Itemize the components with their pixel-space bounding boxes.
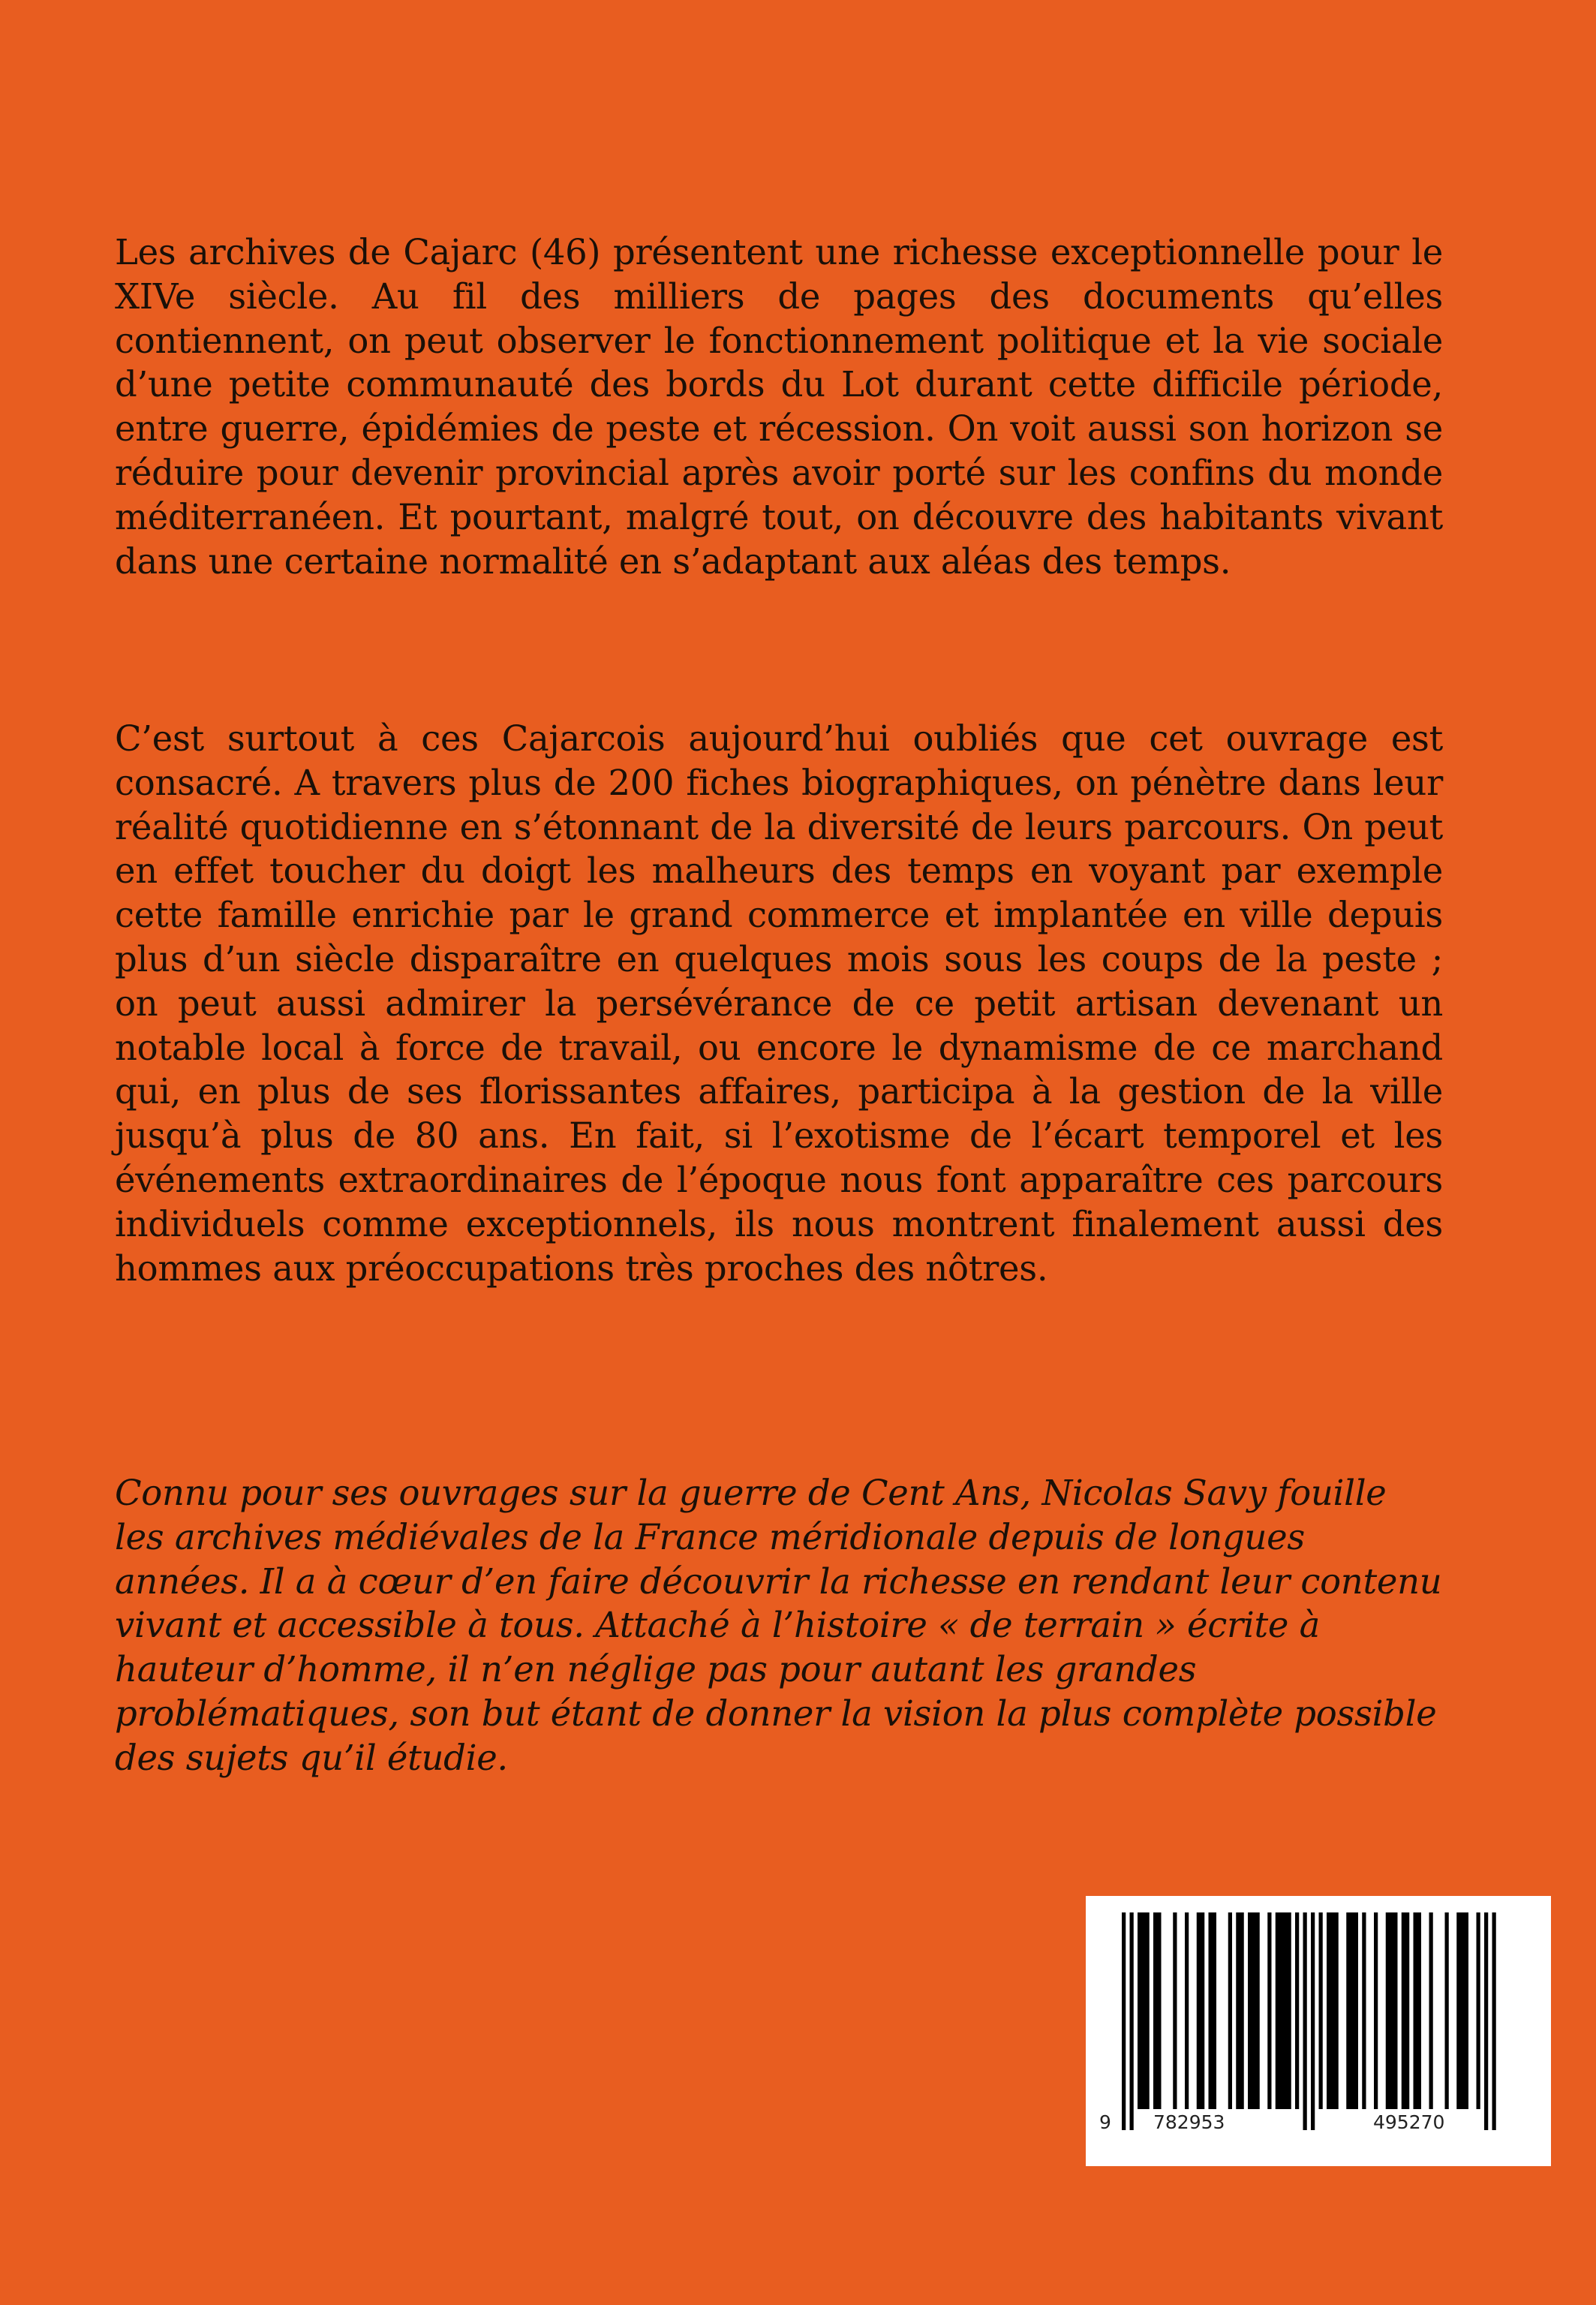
barcode-bar [1267, 1912, 1271, 2109]
barcode-bar [1484, 1912, 1488, 2130]
isbn-barcode [1086, 1896, 1551, 2166]
barcode-bar [1248, 1912, 1260, 2109]
barcode-bar [1185, 1912, 1189, 2109]
barcode-bar [1429, 1912, 1433, 2109]
barcode-bar [1295, 1912, 1299, 2109]
barcode-bar [1209, 1912, 1217, 2109]
barcode-bar [1374, 1912, 1378, 2109]
barcode-bar [1346, 1912, 1358, 2109]
barcode-bar [1362, 1912, 1366, 2109]
barcode-bar [1236, 1912, 1244, 2109]
barcode-bar [1153, 1912, 1162, 2109]
barcode-bar [1386, 1912, 1398, 2109]
barcode-bar [1402, 1912, 1410, 2109]
barcode-bar [1311, 1912, 1315, 2130]
barcode-bar [1492, 1912, 1496, 2130]
barcode-left-digits: 782953 [1153, 2111, 1225, 2133]
barcode-bar [1456, 1912, 1468, 2109]
barcode-bar [1228, 1912, 1232, 2109]
barcode-lead-digit: 9 [1099, 2111, 1111, 2133]
description-paragraph-2: C’est surtout à ces Cajarcois aujourd’hui oubliés que cet ouvrage est consacré. A travers plus de 200 fiches biographiques, on pénètre dans leur réalité quotidienne en s’étonnant de la diversité de leurs parcours. On peut en effet toucher du doigt les malheurs des temps en voyant par exemple cette famille enrichie par le grand commerce et implantée en ville depuis plus d’un siècle disparaître en quelques mois sous les coups de la peste ; on peut aussi admirer la persévérance de ce petit artisan devenant un notable local à force de travail, ou encore le dynamisme de ce marchand qui, en plus de ses florissantes affaires, participa à la gestion de la ville jusqu’à plus de 80 ans. En fait, si l’exotisme de l’écart temporel et les événements extraordinaires de l’époque nous font apparaître ces parcours individuels comme exceptionnels, ils nous montrent finalement aussi des hommes aux préoccupations très proches des nôtres. [115, 718, 1443, 1289]
barcode-bar [1319, 1912, 1323, 2109]
description-paragraph-1: Les archives de Cajarc (46) présentent une richesse exceptionnelle pour le XIVe siècle. Au fil des milliers de pages des documents qu’elles contiennent, on peut observer le fonctionnement politique et la vie sociale d’une petite communauté des bords du Lot durant cette difficile période, entre guerre, épidémies de peste et récession. On voit aussi son horizon se réduire pour devenir provincial après avoir porté sur les confins du monde méditerranéen. Et pourtant, malgré tout, on découvre des habitants vivant dans une certaine normalité en s’adaptant aux aléas des temps. [115, 232, 1443, 582]
barcode-right-digits: 495270 [1373, 2111, 1445, 2133]
author-bio: Connu pour ses ouvrages sur la guerre de Cent Ans, Nicolas Savy fouille les archives médiévales de la France méridionale depuis de longues années. Il a à cœur d’en faire découvrir la richesse en rendant leur contenu vivant et accessible à tous. Attaché à l’histoire « de terrain » écrite à hauteur d’homme, il n’en néglige pas pour autant les grandes problématiques, son but étant de donner la vision la plus complète possible des sujets qu’il étudie. [115, 1473, 1442, 1778]
barcode-bar [1445, 1912, 1449, 2109]
barcode-bar [1130, 1912, 1134, 2130]
barcode-bar [1414, 1912, 1422, 2109]
barcode-bar [1138, 1912, 1150, 2109]
barcode-digits [1086, 2111, 1551, 2141]
barcode-bar [1327, 1912, 1339, 2109]
barcode-bar [1477, 1912, 1480, 2109]
barcode-bar [1276, 1912, 1291, 2109]
barcode-bar [1122, 1912, 1126, 2130]
barcode-bar [1173, 1912, 1177, 2109]
barcode-bar [1303, 1912, 1307, 2130]
barcode-bar [1197, 1912, 1205, 2109]
